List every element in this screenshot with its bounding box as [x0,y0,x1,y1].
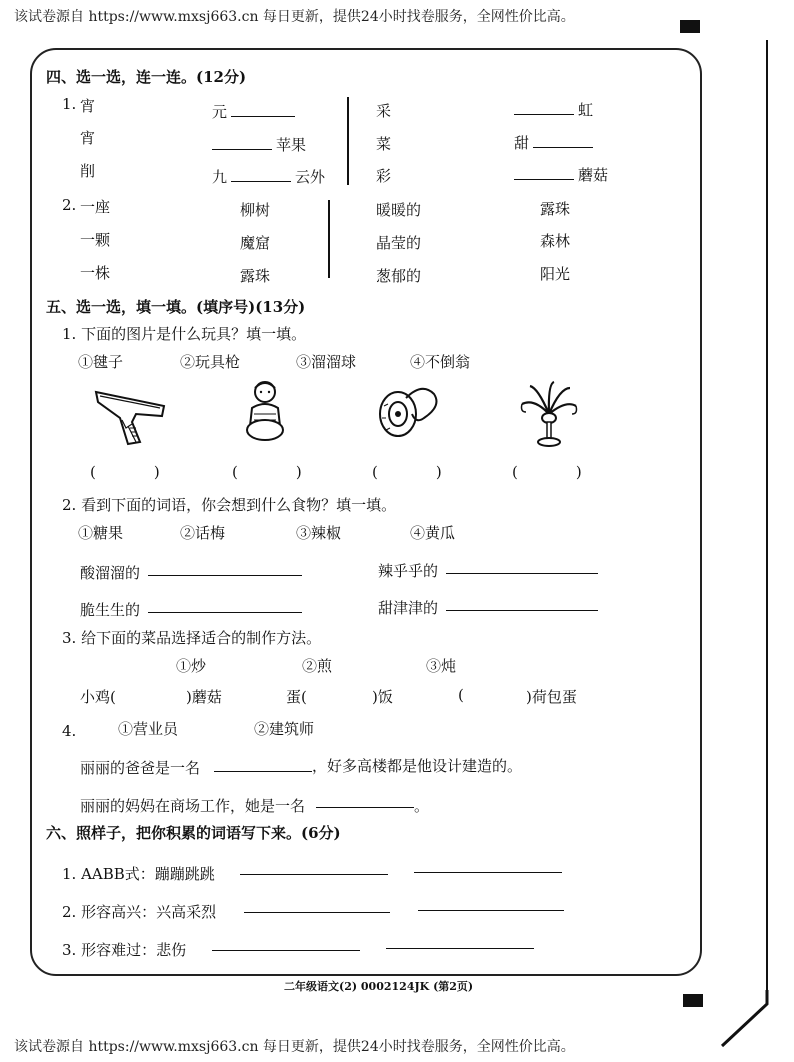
q1-option-hong: 虹 [514,98,593,120]
q1-left-2: 宵 [80,129,96,147]
q1-option-mogu: 蘑菇 [514,163,608,185]
answer-blank[interactable] [514,98,574,115]
answer-blank[interactable] [148,575,302,576]
footer-watermark: 该试卷源自 https://www.mxsj663.cn 每日更新，提供24小时找卷服务，全网性价比高。 [14,1039,575,1055]
answer-blank[interactable] [240,874,388,875]
s5-q3-option-3: ③炖 [426,657,457,675]
q2-divider [328,200,330,278]
q1-char-cai2: 菜 [376,135,392,153]
s5-q1-prompt: 1. 下面的图片是什么玩具？填一填。 [62,325,307,343]
q2-col1-3: 一株 [80,264,111,282]
answer-blank[interactable] [514,163,574,180]
answer-blank[interactable] [446,610,598,611]
q1-number: 1. [62,95,77,113]
s5-q1-option-2: ②玩具枪 [180,353,241,371]
q1-left-1: 宵 [80,97,96,115]
s5-q3-dish-mushroom: )蘑菇 [186,688,222,706]
header-watermark: 该试卷源自 https://www.mxsj663.cn 每日更新，提供24小时找卷服务，全网性价比高。 [14,9,575,25]
s5-q3-paren-open: ( [458,686,464,704]
s5-q4-option-2: ②建筑师 [254,720,315,738]
s5-q2-item-sour: 酸溜溜的 [80,564,141,582]
q1-option-tian: 甜 [514,131,593,153]
registration-mark [683,994,703,1007]
s5-q3-dish-egg: 蛋( [286,688,307,706]
q1-left-3: 削 [80,162,96,180]
shuttlecock-icon [514,378,584,450]
q1-option-jiu-yunwai: 九 云外 [212,165,325,187]
page-edge-line [766,40,768,1000]
answer-blank[interactable] [214,771,312,772]
s5-q4-line2-a: 丽丽的妈妈在商场工作，她是一名 [80,797,306,815]
s5-q2-option-1: ①糖果 [78,524,124,542]
q2-number: 2. [62,196,77,214]
s5-q3-dish-friedegg: )荷包蛋 [526,688,577,706]
s6-item-2: 2. 形容高兴：兴高采烈 [62,903,217,921]
s5-q3-option-1: ①炒 [176,657,207,675]
s5-q4-number: 4. [62,722,77,740]
answer-blank[interactable] [414,872,562,873]
s5-q4-line1-a: 丽丽的爸爸是一名 [80,759,201,777]
answer-blank[interactable] [212,133,272,150]
s5-q2-item-sweet: 甜津津的 [378,599,439,617]
answer-blank[interactable] [148,612,302,613]
section4-title: 四、选一选，连一连。(12分) [46,68,247,86]
registration-mark [680,20,700,33]
q1-option-yuan: 元 [212,100,295,122]
s5-q4-line1-b: ，好多高楼都是他设计建造的。 [312,757,523,775]
roly-poly-doll-icon [240,378,290,444]
answer-blank[interactable] [386,948,534,949]
q2-col4-3: 阳光 [540,265,571,283]
s5-q4-line2-b: 。 [414,797,430,815]
s5-q3-prompt: 3. 给下面的菜品选择适合的制作方法。 [62,629,322,647]
s5-q3-option-2: ②煎 [302,657,333,675]
s5-q1-option-3: ③溜溜球 [296,353,357,371]
page-edge-curve [720,990,780,1050]
q2-col2-1: 柳树 [240,201,271,219]
s5-q1-option-1: ①毽子 [78,353,124,371]
q2-col1-1: 一座 [80,198,111,216]
answer-paren-3[interactable]: ( ) [372,463,442,481]
q2-col2-3: 露珠 [240,267,271,285]
s5-q3-dish-chicken: 小鸡( [80,688,116,706]
q2-col4-2: 森林 [540,232,571,250]
s5-q2-option-2: ②话梅 [180,524,226,542]
q2-col3-1: 暖暖的 [376,201,422,219]
q2-col3-2: 晶莹的 [376,234,422,252]
answer-blank[interactable] [244,912,390,913]
section6-title: 六、照样子，把你积累的词语写下来。(6分) [46,824,341,842]
s5-q3-dish-rice: )饭 [372,688,393,706]
answer-paren-4[interactable]: ( ) [512,463,582,481]
q2-col2-2: 魔窟 [240,234,271,252]
answer-blank[interactable] [316,807,414,808]
s5-q2-item-crisp: 脆生生的 [80,601,141,619]
s5-q4-option-1: ①营业员 [118,720,179,738]
toy-gun-icon [92,382,172,448]
q1-option-pingguo: 苹果 [212,133,306,155]
answer-paren-2[interactable]: ( ) [232,463,302,481]
q2-col3-3: 葱郁的 [376,267,422,285]
q2-col1-2: 一颗 [80,231,111,249]
page-label: 二年级语文(2) 0002124JK (第2页) [284,980,474,993]
q1-divider [347,97,349,185]
answer-blank[interactable] [231,100,295,117]
answer-blank[interactable] [418,910,564,911]
s5-q2-item-spicy: 辣乎乎的 [378,562,439,580]
answer-blank[interactable] [533,131,593,148]
answer-paren-1[interactable]: ( ) [90,463,160,481]
s6-item-1: 1. AABB式：蹦蹦跳跳 [62,865,215,883]
s5-q2-prompt: 2. 看到下面的词语，你会想到什么食物？填一填。 [62,496,397,514]
s6-item-3: 3. 形容难过：悲伤 [62,941,187,959]
answer-blank[interactable] [212,950,360,951]
s5-q2-option-4: ④黄瓜 [410,524,456,542]
q1-char-cai1: 采 [376,102,392,120]
s5-q2-option-3: ③辣椒 [296,524,342,542]
section5-title: 五、选一选，填一填。(填序号)(13分) [46,298,306,316]
answer-blank[interactable] [231,165,291,182]
answer-blank[interactable] [446,573,598,574]
s5-q1-option-4: ④不倒翁 [410,353,471,371]
yoyo-icon [376,384,446,440]
q2-col4-1: 露珠 [540,200,571,218]
q1-char-cai3: 彩 [376,167,392,185]
